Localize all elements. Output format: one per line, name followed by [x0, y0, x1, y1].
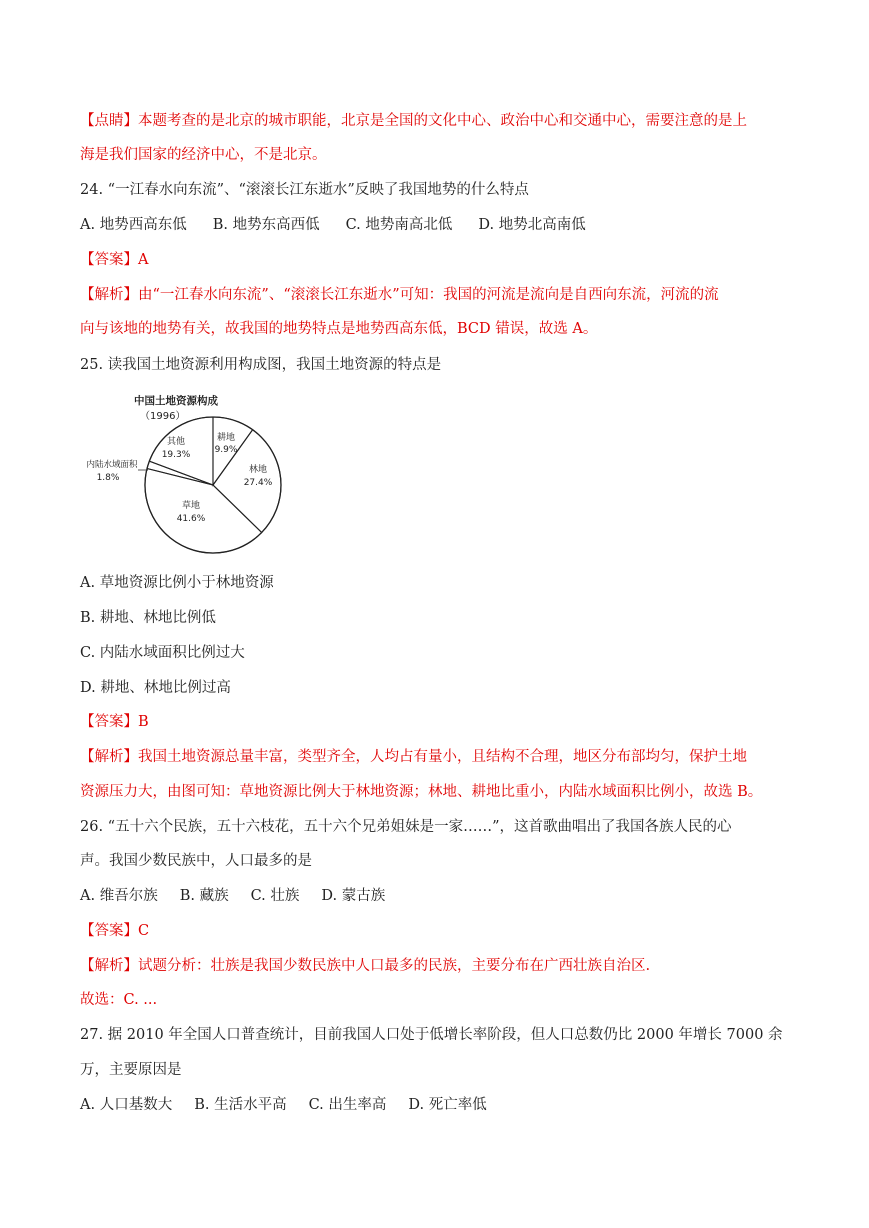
q25-analysis-1: 【解析】我国土地资源总量丰富，类型齐全，人均占有量小，且结构不合理，地区分布部均匀，保护土地	[80, 749, 747, 765]
q27-option-c: C. 出生率高	[308, 1097, 387, 1113]
q26-stem-2: 声。我国少数民族中，人口最多的是	[80, 853, 312, 869]
slice-value-inland-water: 1.8%	[96, 473, 120, 483]
q24-option-c: C. 地势南高北低	[345, 217, 453, 233]
q24-options	[80, 215, 612, 235]
q26-analysis: 【解析】试题分析：壮族是我国少数民族中人口最多的民族，主要分布在广西壮族自治区.	[80, 958, 651, 974]
q26-stem-1: 26. “五十六个民族，五十六枝花，五十六个兄弟姐妹是一家……”，这首歌曲唱出了我国各族人民的心	[80, 819, 732, 835]
slice-value-farmland: 9.9%	[214, 445, 238, 455]
q24-option-b: B. 地势东高西低	[212, 217, 320, 233]
slice-label-forest: 林地	[248, 465, 268, 475]
q27-option-b: B. 生活水平高	[194, 1097, 287, 1113]
q27-options	[80, 1095, 509, 1115]
q26-answer: 【答案】C	[80, 923, 150, 939]
q24-analysis-1: 【解析】由“一江春水向东流”、“滚滚长江东逝水”可知：我国的河流是流向是自西向东流，河流的流	[80, 287, 719, 303]
q24-stem: 24. “一江春水向东流”、“滚滚长江东逝水”反映了我国地势的什么特点	[80, 182, 529, 198]
q26-conclusion: 故选：C. ...	[80, 992, 158, 1008]
slice-label-grassland: 草地	[181, 501, 201, 511]
q26-options	[80, 886, 407, 906]
q24-analysis-2: 向与该地的地势有关，故我国的地势特点是地势西高东低，BCD 错误，故选 A。	[80, 321, 598, 337]
q27-option-d: D. 死亡率低	[408, 1097, 487, 1113]
dianjing-line-1	[80, 111, 747, 131]
q27-option-a: A. 人口基数大	[80, 1097, 173, 1113]
q25-answer: 【答案】B	[80, 714, 149, 730]
dianjing-label: 【点睛】	[80, 113, 138, 129]
dianjing-line-2: 海是我们国家的经济中心，不是北京。	[80, 147, 327, 163]
q26-option-d: D. 蒙古族	[321, 888, 386, 904]
q24-option-d: D. 地势北高南低	[478, 217, 586, 233]
q25-option-c: C. 内陆水域面积比例过大	[80, 645, 245, 661]
q25-stem: 25. 读我国土地资源利用构成图，我国土地资源的特点是	[80, 357, 442, 373]
q26-option-a: A. 维吾尔族	[80, 888, 158, 904]
q26-option-c: C. 壮族	[250, 888, 300, 904]
slice-value-other: 19.3%	[161, 450, 191, 460]
q26-option-b: B. 藏族	[179, 888, 229, 904]
slice-label-farmland: 耕地	[216, 433, 236, 443]
q25-analysis-2: 资源压力大，由图可知：草地资源比例大于林地资源；林地、耕地比重小，内陆水域面积比例小，故选 B。	[80, 784, 763, 800]
q25-option-a: A. 草地资源比例小于林地资源	[80, 575, 274, 591]
q24-option-a: A. 地势西高东低	[80, 217, 187, 233]
slice-value-grassland: 41.6%	[176, 514, 206, 524]
chart-title: 中国土地资源构成	[134, 395, 218, 407]
chart-subtitle: （1996）	[140, 411, 186, 422]
q24-answer: 【答案】A	[80, 252, 149, 268]
slice-label-other: 其他	[166, 437, 186, 447]
q25-option-d: D. 耕地、林地比例过高	[80, 680, 231, 696]
slice-label-inland-water: 内陆水域面积	[86, 460, 138, 470]
pie-svg	[78, 388, 338, 568]
slice-value-forest: 27.4%	[243, 478, 273, 488]
q27-stem-2: 万，主要原因是	[80, 1062, 182, 1078]
dianjing-text-1: 本题考查的是北京的城市职能，北京是全国的文化中心、政治中心和交通中心，需要注意的是上	[138, 113, 747, 129]
q27-stem-1: 27. 据 2010 年全国人口普查统计，目前我国人口处于低增长率阶段，但人口总数仍比 2000 年增长 7000 余	[80, 1027, 783, 1043]
q25-option-b: B. 耕地、林地比例低	[80, 610, 216, 626]
land-resource-pie-chart	[78, 388, 338, 568]
